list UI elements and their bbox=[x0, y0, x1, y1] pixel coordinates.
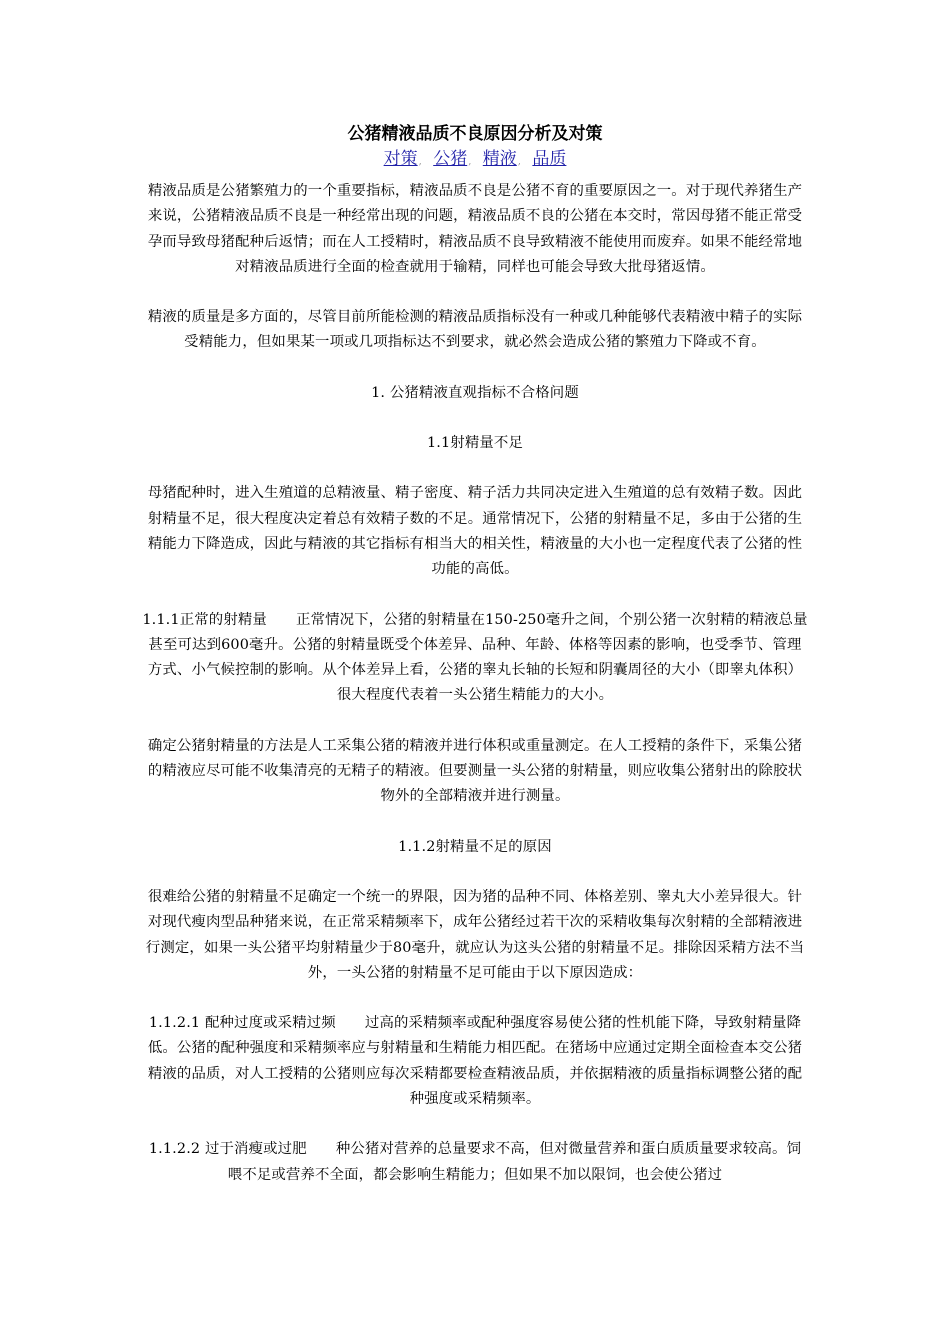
paragraph-intro: 精液品质是公猪繁殖力的一个重要指标，精液品质不良是公猪不育的重要原因之一。对于现代养猪生产来说，公猪精液品质不良是一种经常出现的问题，精液品质不良的公猪在本交时，常因母猪不能正常受孕而导致母猪配种后返情；而在人工授精时，精液品质不良导致精液不能使用而废弃。如果不能经常地对精液品质进行全面的检查就用于输精，同样也可能会导致大批母猪返情。 bbox=[147, 183, 803, 275]
section-heading-1: 1. 公猪精液直观指标不合格问题 bbox=[371, 384, 579, 401]
paragraph-body-condition: 1.1.2.2 过于消瘦或过肥 种公猪对营养的总量要求不高，但对微量营养和蛋白质质量要求较高。饲喂不足或营养不全面，都会影响生精能力；但如果不加以限饲，也会使公猪过 bbox=[148, 1141, 802, 1183]
section-heading-1-1-2: 1.1.2射精量不足的原因 bbox=[398, 838, 552, 855]
section-heading-1-1: 1.1射精量不足 bbox=[426, 435, 524, 452]
tag-link-strategy[interactable]: 对策 bbox=[383, 149, 418, 169]
tag-link-quality[interactable]: 品质 bbox=[532, 149, 567, 169]
tag-separator: , bbox=[517, 156, 521, 167]
paragraph-normal-volume: 1.1.1正常的射精量 正常情况下，公猪的射精量在150-250毫升之间，个别公猪一次射精的精液总量甚至可达到600毫升。公猪的射精量既受个体差异、品种、年龄、体格等因素的影响，也受季节、管理方式、小气候控制的影响。从个体差异上看，公猪的睾丸长轴的长短和阴囊周径的大小（即睾丸体积）很大程度代表着一头公猪生精能力的大小。 bbox=[142, 611, 808, 704]
paragraph-measurement-method: 确定公猪射精量的方法是人工采集公猪的精液并进行体积或重量测定。在人工授精的条件下，采集公猪的精液应尽可能不收集清亮的无精子的精液。但要测量一头公猪的射精量，则应收集公猪射出的除胶状物外的全部精液并进行测量。 bbox=[147, 737, 803, 805]
document-title: 公猪精液品质不良原因分析及对策 bbox=[347, 124, 603, 144]
tag-separator: , bbox=[418, 156, 422, 167]
keyword-tags bbox=[142, 146, 808, 175]
tag-link-boar[interactable]: 公猪 bbox=[433, 149, 468, 169]
tag-separator: , bbox=[468, 156, 472, 167]
paragraph-insufficient-threshold: 很难给公猪的射精量不足确定一个统一的界限，因为猪的品种不同、体格差别、睾丸大小差异很大。针对现代瘦肉型品种猪来说，在正常采精频率下，成年公猪经过若干次的采精收集每次射精的全部精液进行测定，如果一头公猪平均射精量少于80毫升，就应认为这头公猪的射精量不足。排除因采精方法不当外，一头公猪的射精量不足可能由于以下原因造成： bbox=[145, 888, 805, 981]
paragraph-overuse: 1.1.2.1 配种过度或采精过频 过高的采精频率或配种强度容易使公猪的性机能下降，导致射精量降低。公猪的配种强度和采精频率应与射精量和生精能力相匹配。在猪场中应通过定期全面检查本交公猪精液的品质，对人工授精的公猪则应每次采精都要检查精液品质，并依据精液的质量指标调整公猪的配种强度或采精频率。 bbox=[147, 1015, 803, 1108]
paragraph-quality-aspects: 精液的质量是多方面的，尽管目前所能检测的精液品质指标没有一种或几种能够代表精液中精子的实际受精能力，但如果某一项或几项指标达不到要求，就必然会造成公猪的繁殖力下降或不育。 bbox=[147, 309, 803, 351]
tag-link-semen[interactable]: 精液 bbox=[482, 149, 517, 169]
paragraph-ejaculate-volume: 母猪配种时，进入生殖道的总精液量、精子密度、精子活力共同决定进入生殖道的总有效精子数。因此射精量不足，很大程度决定着总有效精子数的不足。通常情况下，公猪的射精量不足，多由于公猪的生精能力下降造成，因此与精液的其它指标有相当大的相关性，精液量的大小也一定程度代表了公猪的性功能的高低。 bbox=[147, 485, 803, 578]
document-page bbox=[142, 122, 808, 1188]
